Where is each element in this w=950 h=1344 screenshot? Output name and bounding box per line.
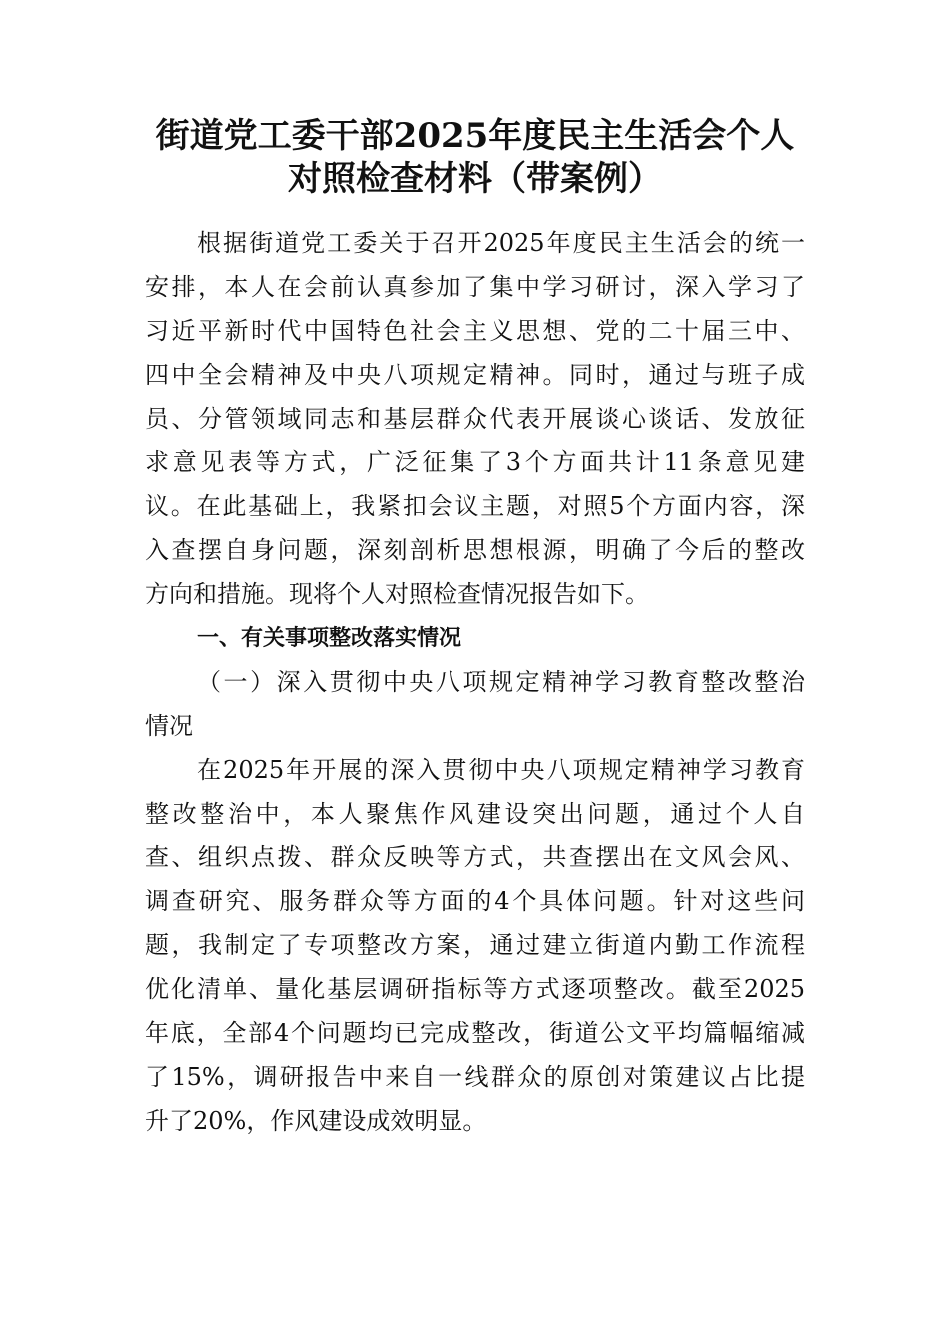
- paragraph-line: 方向和措施。现将个人对照检查情况报告如下。: [145, 580, 649, 609]
- subsection-paragraph: [145, 749, 805, 1144]
- paragraph-line: 安排，本人在会前认真参加了集中学习研讨，深入学习了: [145, 272, 805, 301]
- paragraph-line: 查、组织点拨、群众反映等方式，共查摆出在文风会风、: [145, 843, 805, 872]
- subsection-heading-line: （一）深入贯彻中央八项规定精神学习教育整改整治: [197, 667, 805, 696]
- intro-paragraph: [145, 222, 805, 617]
- paragraph-line: 根据街道党工委关于召开2025年度民主生活会的统一: [197, 229, 805, 257]
- subsection-heading: [145, 661, 805, 749]
- title-line: 街道党工委干部2025年度民主生活会个人: [155, 116, 795, 156]
- document-body: [145, 222, 805, 1144]
- paragraph-line: 了15%，调研报告中来自一线群众的原创对策建议占比提: [145, 1062, 805, 1091]
- paragraph-line: 入查摆自身问题，深刻剖析思想根源，明确了今后的整改: [145, 536, 805, 565]
- section-heading: 一、有关事项整改落实情况: [197, 626, 462, 652]
- paragraph-line: 调查研究、服务群众等方面的4个具体问题。针对这些问: [145, 887, 805, 916]
- document-title: [0, 115, 950, 201]
- title-line: 对照检查材料（带案例）: [288, 159, 662, 199]
- paragraph-line: 整改整治中，本人聚焦作风建设突出问题，通过个人自: [145, 799, 805, 828]
- paragraph-line: 习近平新时代中国特色社会主义思想、党的二十届三中、: [145, 316, 805, 345]
- paragraph-line: 升了20%，作风建设成效明显。: [145, 1106, 487, 1135]
- paragraph-line: 员、分管领域同志和基层群众代表开展谈心谈话、发放征: [145, 404, 805, 433]
- paragraph-line: 题，我制定了专项整改方案，通过建立街道内勤工作流程: [145, 931, 805, 960]
- paragraph-line: 四中全会精神及中央八项规定精神。同时，通过与班子成: [145, 360, 805, 389]
- subsection-heading-line: 情况: [145, 711, 193, 740]
- paragraph-line: 优化清单、量化基层调研指标等方式逐项整改。截至2025: [145, 975, 805, 1004]
- paragraph-line: 求意见表等方式，广泛征集了3个方面共计11条意见建: [145, 448, 805, 477]
- paragraph-line: 年底，全部4个问题均已完成整改，街道公文平均篇幅缩减: [145, 1019, 805, 1048]
- paragraph-line: 议。在此基础上，我紧扣会议主题，对照5个方面内容，深: [145, 492, 805, 521]
- paragraph-line: 在2025年开展的深入贯彻中央八项规定精神学习教育: [197, 755, 805, 784]
